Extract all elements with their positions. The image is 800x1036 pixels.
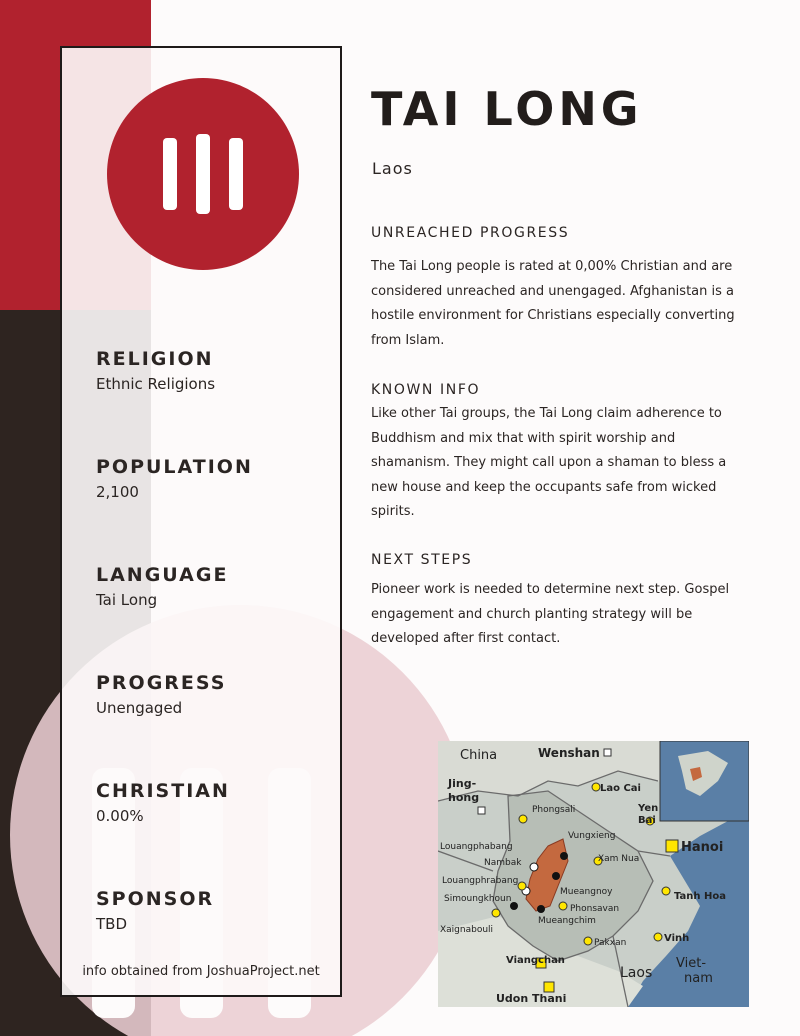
map-label: Pakxan [594,938,627,948]
map-label: Mueangnoy [560,887,613,897]
fact-value: Ethnic Religions [96,375,216,393]
profile-card [60,46,342,997]
region-map [438,741,749,1007]
map-graphic [438,741,749,1007]
page-title: TAI LONG [371,82,643,136]
map-label: Xam Nua [598,854,640,864]
map-label: Laos [620,965,653,981]
map-label: Tanh Hoa [674,891,726,902]
fact-label: PROGRESS [96,672,227,694]
fact-value: 2,100 [96,483,139,501]
map-label: Lao Cai [600,783,641,794]
fact-value: 0.00% [96,807,144,825]
map-label: Louangphabang [440,842,513,852]
three-bars-icon [107,78,299,270]
section-heading: KNOWN INFO [371,382,481,398]
country-subtitle: Laos [372,159,413,178]
map-label: Simoungkhoun [444,894,512,904]
fact-label: POPULATION [96,456,253,478]
fact-label: LANGUAGE [96,564,229,586]
fact-population [96,456,253,501]
map-label: Hanoi [681,840,724,855]
map-label: Xaignabouli [440,925,494,935]
map-label: Phongsali [532,805,576,815]
section-body: Pioneer work is needed to determine next step. Gospel engagement and church planting strategy will be developed after first contact. [371,582,730,646]
map-label: Louangphrabang [442,876,519,886]
map-label: Jing- [448,777,477,790]
fact-language [96,564,228,609]
map-label: China [460,748,498,763]
fact-label: CHRISTIAN [96,780,230,802]
map-label: Viet- [676,956,707,971]
fact-progress [96,672,226,717]
map-label: nam [684,971,713,986]
fact-value: Unengaged [96,699,183,717]
section-heading: UNREACHED PROGRESS [371,225,570,241]
map-label: hong [448,791,480,804]
fact-label: SPONSOR [96,888,215,910]
map-label: Nambak [484,858,522,868]
source-note: info obtained from JoshuaProject.net [82,964,320,979]
map-label: Bai [638,815,656,826]
fact-religion [96,348,215,393]
fact-value: Tai Long [96,591,158,609]
map-label: Vungxieng [568,831,616,841]
map-label: Udon Thani [496,992,567,1005]
map-label: Mueangchim [538,916,596,926]
map-label: Wenshan [538,746,600,760]
map-label: Phonsavan [570,904,620,914]
map-label: Vinh [664,933,690,944]
section-heading: NEXT STEPS [371,552,473,568]
map-label: Yen [638,803,659,814]
section-body: Like other Tai groups, the Tai Long claim adherence to Buddhism and mix that with spirit worship and shamanism. They might call upon a shaman to bless a new house and keep the occupants safe from wicked spirits. [371,406,727,519]
fact-christian [96,780,230,825]
fact-label: RELIGION [96,348,214,370]
section-body: The Tai Long people is rated at 0,00% Christian and are considered unreached and unengaged. Afghanistan is a hostile environment for Christians especially converting from Islam. [371,259,735,348]
fact-sponsor [96,888,214,933]
fact-value: TBD [96,915,128,933]
map-label: Viangchan [506,955,565,966]
